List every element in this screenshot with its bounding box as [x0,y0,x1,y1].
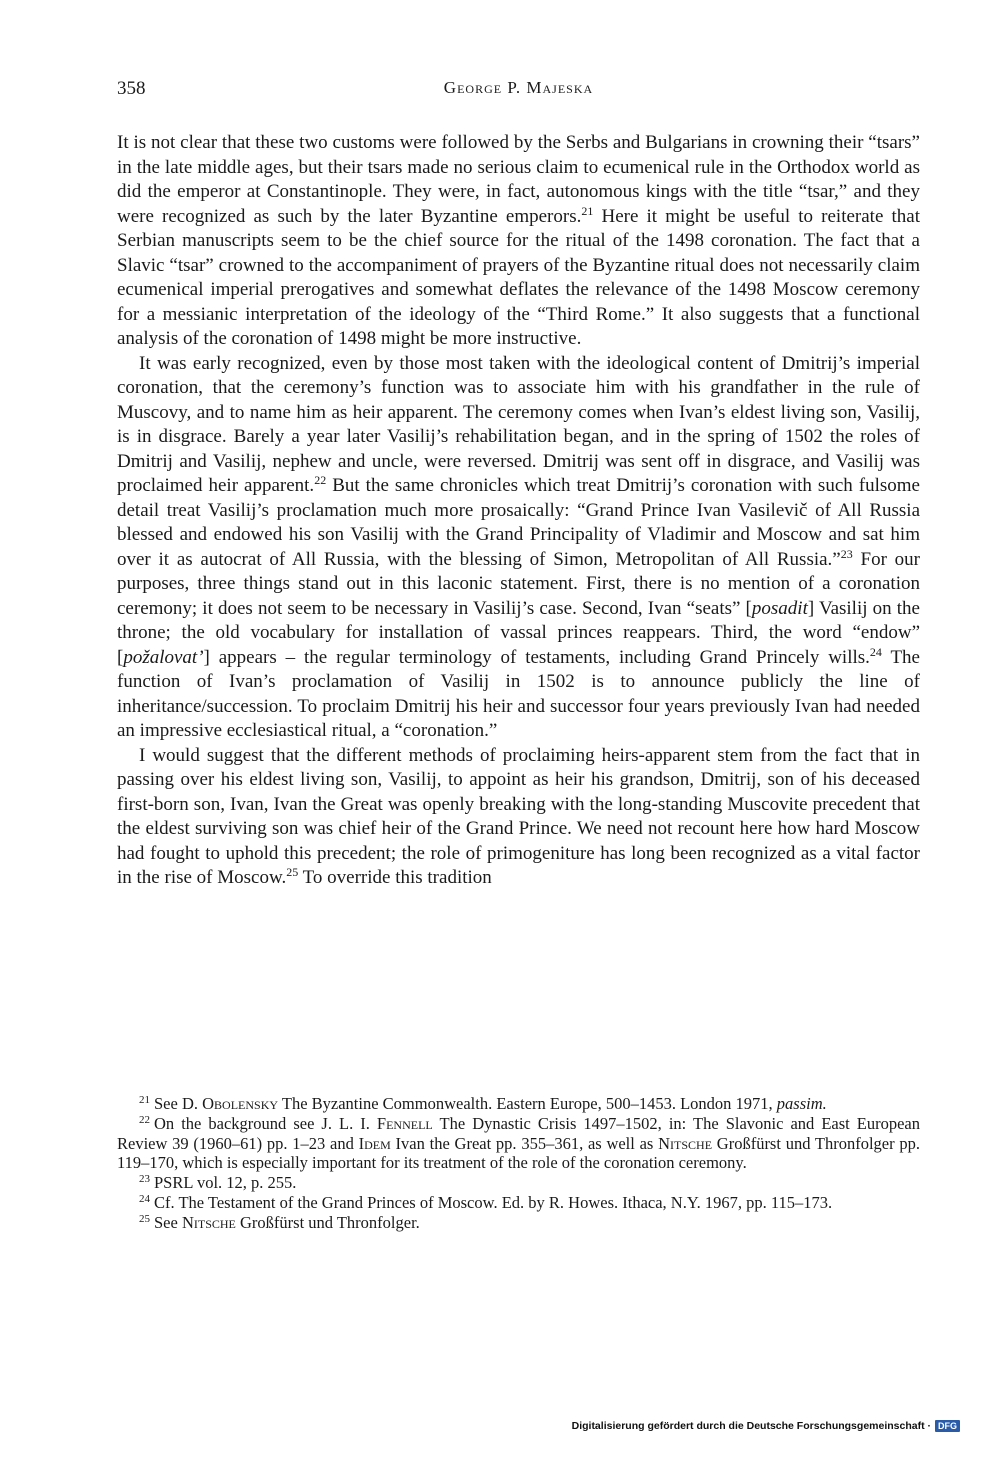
paragraph-1 [117,131,920,352]
author-name: Idem [358,1133,391,1153]
footnote-ref: 25 [286,865,299,879]
text-run: PSRL vol. 12, p. 255. [154,1173,297,1193]
main-text [117,131,920,891]
text-run: Cf. The Testament of the Grand Princes of Moscow. Ed. by R. Howes. Ithaca, N.Y. 1967, pp. 115–173. [154,1192,833,1212]
italic-text: posadit [751,597,808,619]
footnotes [117,1094,920,1233]
text-run: ] appears – the regular terminology of testaments, including Grand Princely wills. [203,646,870,668]
footnote-23 [117,1173,920,1193]
text-run: To override this tradition [298,867,492,888]
text-run: The Dynastic Crisis 1497–1502, in: The Slavonic and East European Review 39 (1960–61) pp. 1–23 and [117,1113,921,1153]
dfg-logo: DFG [935,1420,960,1432]
text-run: Großfürst und Thronfolger. [235,1212,420,1232]
text-run: Großfürst und Thronfolger pp. 119–170, which is especially important for its treatment of the role of the coronation ceremony. [117,1133,921,1173]
author-name: Fennell [376,1113,433,1133]
paragraph-2 [117,352,920,744]
italic-text: passim. [776,1094,827,1113]
footnote-number: 25 [139,1212,150,1225]
text-run: I would suggest that the different methods of proclaiming heirs-apparent stem from the fact that in passing over his eldest living son, Vasilij, to appoint as heir his grandson, Dmitrij, son of his deceased first-born son, Ivan, Ivan the Great was openly breaking with the long-standing Muscovite precedent that the eldest surviving son was chief heir of the Grand Prince. We need not recount here how hard Moscow had fought to uphold this precedent; the role of primogeniture has long been recognized as a vital factor in the rise of Moscow. [117,744,920,888]
text-run: ] Vasilij on the throne; the old vocabulary for installation of vassal princes reappears. Third, the word “endow” [ [117,597,920,668]
text-run: For our purposes, three things stand out in this laconic statement. First, there is no mention of a coronation ceremony; it does not seem to be necessary in Vasilij’s case. Second, Ivan “seats” [ [117,548,920,619]
text-run: The Byzantine Commonwealth. Eastern Europe, 500–1453. London 1971, [278,1094,777,1113]
footnote-22 [117,1114,920,1173]
footnote-number: 23 [139,1173,150,1186]
text-run: Here it might be useful to reiterate that Serbian manuscripts seem to be the chief source for the ritual of the 1498 coronation. The fact that a Slavic “tsar” crowned to the accompaniment of prayers of the Byzantine ritual does not necessarily claim ecumenical imperial prerogatives and somewhat deflates the relevance of the 1498 Moscow ceremony for a messianic interpretation of the ideology of the “Third Rome.” It also suggests that a functional analysis of the coronation of 1498 might be more instructive. [117,205,921,349]
text-run: It is not clear that these two customs were followed by the Serbs and Bulgarians in crowning their “tsars” in the late middle ages, but their tsars made no serious claim to ecumenical rule in the Orthodox world as did the emperor at Constantinople. They were, in fact, autonomous kings with the title “tsar,” and they were recognized as such by the later Byzantine emperors. [117,132,920,227]
running-head: George P. Majeska [443,78,594,97]
footnote-number: 21 [139,1094,150,1106]
footnote-21 [117,1094,920,1114]
footnote-24 [117,1193,920,1213]
digitization-credit [572,1420,960,1432]
footnote-ref: 22 [314,473,327,487]
footnote-ref: 24 [869,644,882,659]
paragraph-3 [117,744,920,891]
author-name: Nitsche [181,1212,236,1232]
footnote-ref: 21 [581,203,594,218]
author-name: Nitsche [658,1133,713,1153]
footnote-ref: 23 [840,546,853,561]
page-header [117,78,920,106]
author-name: Obolensky [202,1094,279,1113]
italic-text: požalovat’ [123,646,204,668]
text-run: See D. [154,1094,203,1113]
text-run: But the same chronicles which treat Dmitrij’s coronation with such fulsome detail treat Vasilij’s proclamation much more prosaically: “Grand Prince Ivan Vasilevič of All Russia blessed and endowed his son Vasilij with the Grand Principality of Vladimir and Moscow and sat him over it as autocrat of All Russia, with the blessing of Simon, Metropolitan of All Russia.” [117,475,920,570]
text-run: See [154,1212,182,1232]
footnote-25 [117,1213,920,1233]
credit-text: Digitalisierung gefördert durch die Deutsche Forschungsgemeinschaft · [571,1420,931,1432]
text-run: Ivan the Great pp. 355–361, as well as [390,1133,659,1153]
footnote-number: 22 [139,1113,150,1126]
footnote-number: 24 [139,1192,150,1205]
text-run: It was early recognized, even by those most taken with the ideological content of Dmitrij’s imperial coronation, that the ceremony’s function was to associate him with his grandfather in the rule of Muscovy, and to name him as heir apparent. The ceremony comes when Ivan’s eldest living son, Vasilij, is in disgrace. Barely a year later Vasilij’s rehabilitation began, and in the spring of 1502 the roles of Dmitrij and Vasilij, nephew and uncle, were reversed. Dmitrij was sent off in disgrace, and Vasilij was proclaimed heir apparent. [117,352,920,496]
page-number: 358 [117,78,146,99]
text-run: On the background see J. L. I. [154,1113,377,1133]
text-run: The function of Ivan’s proclamation of Vasilij in 1502 is to announce publicly the line of inheritance/succession. To proclaim Dmitrij his heir and successor four years previously Ivan had needed an impressive ecclesiastical ritual, a “coronation.” [117,646,920,741]
